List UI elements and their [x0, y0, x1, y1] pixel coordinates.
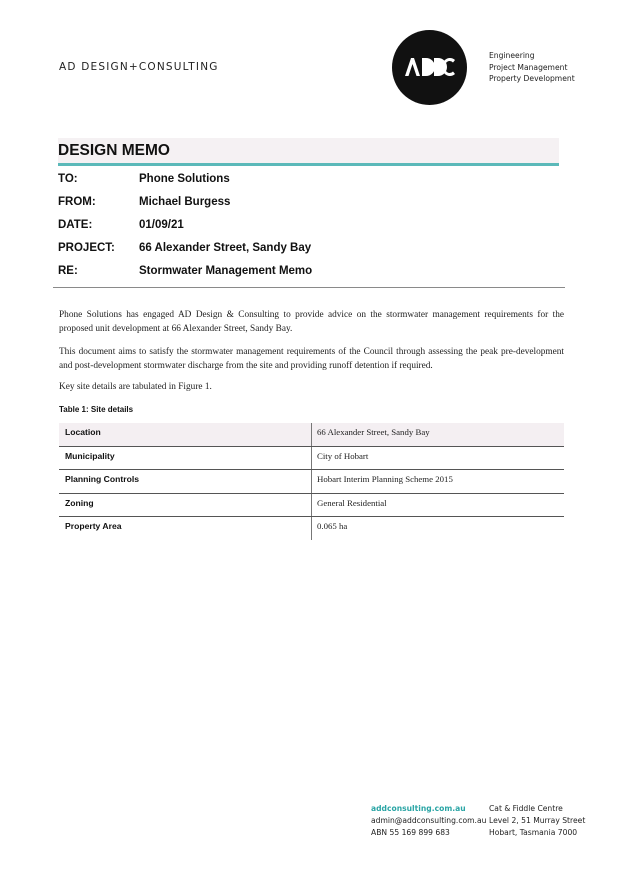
memo-title: DESIGN MEMO [58, 142, 170, 159]
table-value: 66 Alexander Street, Sandy Bay [317, 427, 430, 437]
field-value: Stormwater Management Memo [139, 265, 313, 277]
footer-website-link[interactable]: addconsulting.com.au [371, 804, 466, 813]
field-label: DATE: [58, 219, 93, 231]
field-label: RE: [58, 265, 78, 277]
field-value: 01/09/21 [139, 219, 184, 231]
table-value: 0.065 ha [317, 521, 348, 532]
field-label: FROM: [58, 196, 96, 208]
footer-abn: ABN 55 169 899 683 [371, 828, 450, 837]
table-caption: Table 1: Site details [59, 405, 134, 414]
table-key: Municipality [65, 450, 115, 461]
column-divider [311, 517, 312, 540]
body-paragraph: This document aims to satisfy the stormwater management requirements of the Council through assessing the peak pre-development and post-development stormwater discharge from the site and providing runoff detention if required. [59, 347, 564, 371]
footer-contact [371, 803, 486, 839]
service-item: Project Management [489, 62, 568, 72]
footer-email-link[interactable]: admin@addconsulting.com.au [371, 816, 487, 825]
table-row [59, 423, 564, 447]
field-label: TO: [58, 173, 78, 185]
table-key: Location [65, 427, 101, 437]
field-value: Phone Solutions [139, 173, 230, 185]
address-line: Level 2, 51 Murray Street [489, 816, 586, 825]
column-divider [311, 494, 312, 517]
body-paragraph: Phone Solutions has engaged AD Design & Consulting to provide advice on the stormwater management requirements for the proposed unit development at 66 Alexander Street, Sandy Bay. [59, 310, 564, 334]
brand-wordmark: AD DESIGN+CONSULTING [59, 61, 219, 73]
field-value: Michael Burgess [139, 196, 231, 208]
service-item: Property Development [489, 74, 575, 83]
column-divider [311, 423, 312, 446]
body-paragraph: Key site details are tabulated in Figure 1. [59, 382, 212, 392]
table-row [59, 470, 564, 494]
field-value: 66 Alexander Street, Sandy Bay [139, 242, 312, 254]
services-list [489, 50, 575, 85]
divider [53, 287, 565, 288]
service-item: Engineering [489, 51, 535, 60]
table-value: General Residential [317, 497, 387, 508]
table-row [59, 447, 564, 471]
table-key: Property Area [65, 521, 122, 532]
table-value: City of Hobart [317, 450, 369, 461]
site-details-table [59, 423, 564, 540]
field-label: PROJECT: [58, 242, 115, 254]
table-value: Hobart Interim Planning Scheme 2015 [317, 474, 453, 485]
address-line: Hobart, Tasmania 7000 [489, 828, 578, 837]
table-row [59, 517, 564, 540]
column-divider [311, 470, 312, 493]
address-line: Cat & Fiddle Centre [489, 804, 563, 813]
table-key: Zoning [65, 497, 94, 508]
column-divider [311, 447, 312, 470]
table-key: Planning Controls [65, 474, 139, 485]
addc-logo [392, 30, 467, 105]
footer-address [489, 803, 585, 839]
table-row [59, 494, 564, 518]
